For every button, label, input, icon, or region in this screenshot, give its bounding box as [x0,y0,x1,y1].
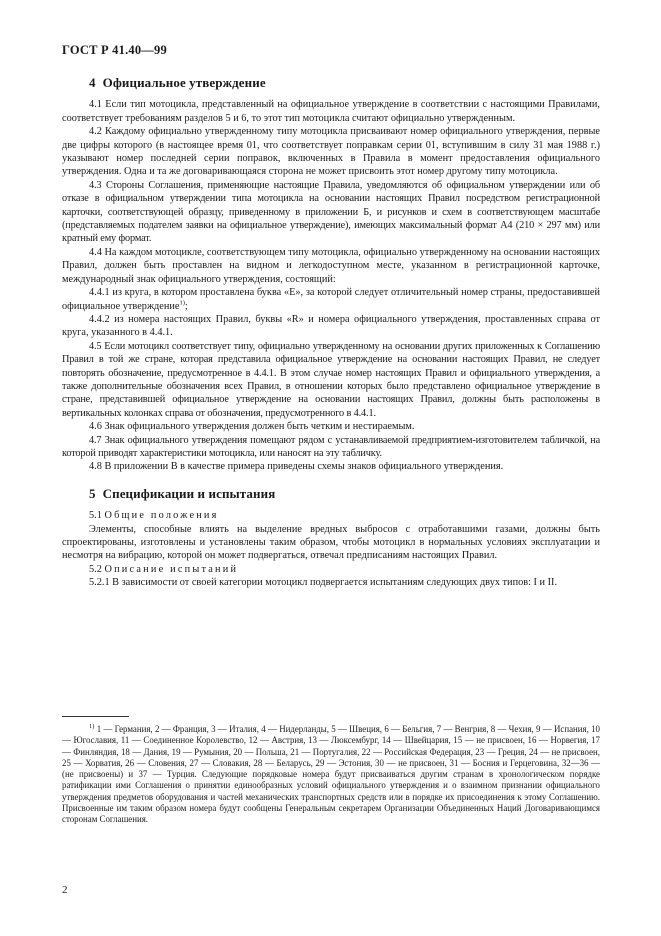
footnote-text-block [62,724,600,826]
clause-4-8: 4.8 В приложении В в качестве примера приведены схемы знаков официального утверждения. [89,461,504,473]
clause-4-4: 4.4 На каждом мотоцикле, соответствующем типу мотоцикла, официально утвержденному на основании настоящих Правил, должен быть проставлен на видном и легкодоступном месте, указанном в регистрационной карточке, международный знак официального утверждения, состоящий: [62,246,600,285]
clause-5-1-heading [62,509,600,522]
section-5-title: Спецификации и испытания [102,485,276,501]
section-4-title: Официальное утверждение [102,75,266,90]
clause-4-4-1-text: 4.4.1 из круга, в котором проставлена буква «Е», за которой следует отличительный номер страны, предоставившей официальное утверждение [62,287,600,312]
clause-4-4-2: 4.4.2 из номера настоящих Правил, буквы «R» и номера официального утверждения, проставленных справа от круга, указанного в 4.4.1. [62,313,600,339]
footnote-marker: 1) [89,723,95,731]
clause-5-2-1: 5.2.1 В зависимости от своей категории мотоцикл подвергается испытаниям следующих двух типов: I и II. [89,577,558,589]
section-5-number: 5 [89,485,96,501]
clause-5-1-title: Общие положения [104,510,219,522]
footnote-divider [62,716,129,717]
section-4-number: 4 [89,75,96,90]
clause-4-2: 4.2 Каждому официально утвержденному типу мотоцикла присваивают номер официального утверждения, первые две цифры которого (в настоящее время 01, что соответствует поправкам серии 01, вступившим в силу 31 мая 1988 г.) указывают номер последней серии поправок, включенных в Правила в момент предоставления официального утверждения. Одна и та же договаривающаяся сторона не может присвоить этот номер другому типу мотоцикла. [62,126,600,178]
clause-4-7: 4.7 Знак официального утверждения помещают рядом с устанавливаемой предприятием-изготовителем табличкой, на которой приводят характеристики мотоцикла, или наносят на эту табличку. [62,434,600,459]
clause-4-5: 4.5 Если мотоцикл соответствует типу, официально утвержденному на основании других приложенных к Соглашению Правил в той же стране, которая представила официальное утверждение на основании настоящих Правил, не следует повторять обозначение, предусмотренное в 4.4.1. В этом случае номер настоящих Правил и официального утверждения, а также дополнительные обозначения всех Правил, в отношении которых было представлено официальное утверждение в стране, представившей официальное утверждение на основании настоящих Правил, должны быть расположены в вертикальных колонках справа от обозначения, предусмотренного в 4.4.1. [62,340,600,419]
main-content [62,76,600,590]
page-number: 2 [62,884,68,896]
clause-5-1-text: Элементы, способные влиять на выделение вредных выбросов с отработавшими газами, должны быть спроектированы, изготовлены и установлены таким образом, чтобы мотоцикл в нормальных условиях эксплуатации и несмотря на вибрацию, которой он может подвергаться, отвечал предписаниям настоящих Правил. [62,523,600,562]
clause-5-2-number: 5.2 [89,563,102,575]
clause-4-4-1 [62,286,600,313]
footnote [62,724,600,826]
section-4-heading [89,76,600,89]
clause-5-1-number: 5.1 [89,510,102,522]
clause-4-4-1-end: ; [184,300,188,312]
clause-4-1: 4.1 Если тип мотоцикла, представленный на официальное утверждение в соответствии с настоящими Правилами, соответствует требованиям разделов 5 и 6, то этот тип мотоцикла считают официально утвержденным. [62,99,600,124]
section-5-heading [89,487,600,500]
clause-4-6: 4.6 Знак официального утверждения должен быть четким и нестираемым. [89,421,415,433]
clause-4-3: 4.3 Стороны Соглашения, применяющие настоящие Правила, уведомляются об официальном утверждении или об отказе в официальном утверждении типа мотоцикла на основании настоящих Правил посредством регистрационной карточки, соответствующей образцу, приведенному в приложении Б, и рисунков и схем в соответствующем масштабе (представляемых подателем заявки на официальное утверждение), имеющих максимальный формат А4 (210 × 297 мм) или кратный ему формат. [62,179,600,245]
footnote-text: 1 — Германия, 2 — Франция, 3 — Италия, 4 — Нидерланды, 5 — Швеция, 6 — Бельгия, 7 — Венгрия, 8 — Чехия, 9 — Испания, 10 — Югославия, 11 — Соединенное Королевство, 12 — Австрия, 13 — Люксембург, 14 — Швейцария, 15 — не присвоен, 16 — Норвегия, 17 — Финляндия, 18 — Дания, 19 — Румыния, 20 — Польша, 21 — Португалия, 22 — Российская Федерация, 23 — Греция, 24 — не присвоен, 25 — Хорватия, 26 — Словения, 27 — Словакия, 28 — Беларусь, 29 — Эстония, 30 — не присвоен, 31 — Босния и Герцеговина, 32—36 — (не присвоены) и 37 — Турция. Следующие порядковые номера будут присваиваться другим странам в хронологическом порядке ратификации ими Соглашения о принятии единообразных условий официального утверждения и о взаимном признании официального утверждения предметов оборудования и частей механических транспортных средств или в порядке их присоединения к этому Соглашению. Присвоенные им таким образом номера будут сообщены Генеральным секретарем Организации Объединенных Наций Договаривающимся сторонам Соглашения. [62,724,600,825]
footnote-reference: 1) [179,299,185,307]
clause-5-2-title: Описание испытаний [104,563,239,575]
standard-designation: ГОСТ Р 41.40—99 [62,43,167,57]
clause-5-2-heading [62,563,600,576]
